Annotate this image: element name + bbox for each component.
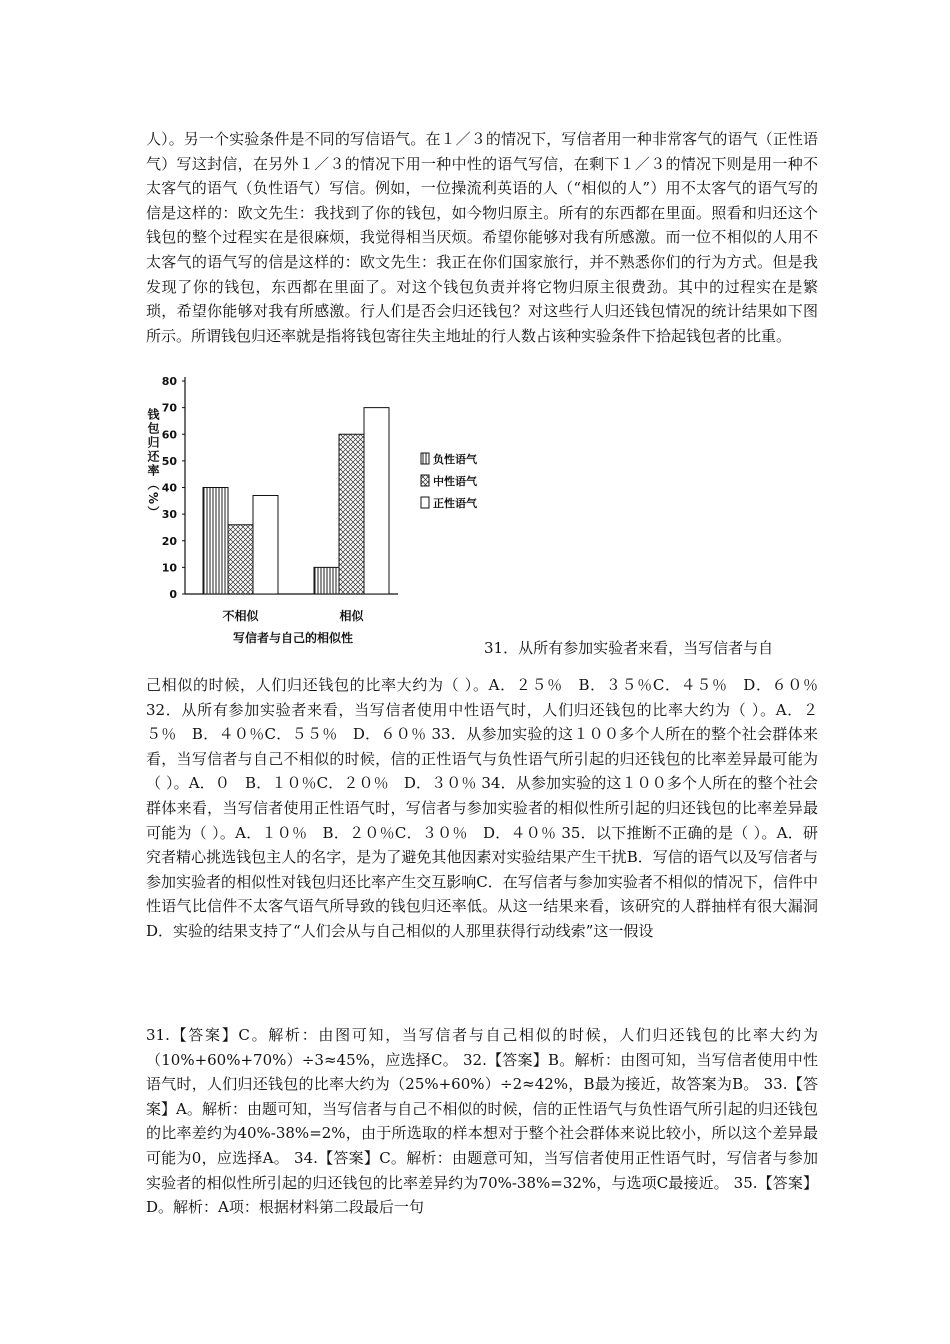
y-tick-label: 30 xyxy=(161,508,177,522)
y-tick-label: 70 xyxy=(161,401,177,415)
legend-label: 负性语气 xyxy=(433,453,477,466)
legend-swatch xyxy=(421,475,429,486)
intro-paragraph: 人）。另一个实验条件是不同的写信语气。在１／３的情况下，写信者用一种非常客气的语气（正性语气）写这封信，在另外１／３的情况下用一种中性的语气写信，在剩下１／３的情况下则是用一种不太客气的语气（负性语气）写信。例如，一位操流利英语的人（“相似的人”）用不太客气的语气写的信是这样的：欧文先生：我找到了你的钱包，如今物归原主。所有的东西都在里面。照看和归还这个钱包的整个过程实在是很麻烦，我觉得相当厌烦。希望你能够对我有所感激。而一位不相似的人用不太客气的语气写的信是这样的：欧文先生：我正在你们国家旅行，并不熟悉你们的行为方式。但是我发现了你的钱包，东西都在里面了。对这个钱包负责并将它物归原主很费劲。其中的过程实在是繁琐，希望你能够对我有所感激。行人们是否会归还钱包？对这些行人归还钱包情况的统计结果如下图所示。所谓钱包归还率就是指将钱包寄往失主地址的行人数占该种实验条件下拾起钱包者的比重。 xyxy=(146,130,818,345)
bar-0-0 xyxy=(203,488,228,595)
answers-paragraph: 31.【答案】C。解析：由图可知，当写信者与自己相似的时候，人们归还钱包的比率大约为（10%+60%+70%）÷3≈45%，应选择C。 32.【答案】B。解析：由图可知，当写信者使用中性语气时，人们归还钱包的比率大约为（25%+60%）÷2≈42%，B最为接近，故答案为B。 33.【答案】A。解析：由题可知，当写信者与自己不相似的时候，信的正性语气与负性语气所引起的归还钱包的比率差约为40%-38%=2%，由于所选取的样本想对于整个社会群体来说比较小，所以这个差异最可能为0，应选择A。 34.【答案】C。解析：由题意可知，当写信者使用正性语气时，写信者与参加实验者的相似性所引起的归还钱包的比率差异约为70%-38%=32%，与选项C最接近。 35.【答案】D。解析：A项：根据材料第二段最后一句 xyxy=(146,1026,818,1217)
y-tick-label: 80 xyxy=(161,375,177,388)
y-tick-label: 10 xyxy=(161,561,177,575)
bar-0-2 xyxy=(253,495,278,594)
questions-paragraph: 己相似的时候，人们归还钱包的比率大约为（ ）。A．２５％ B．３５％C．４５％ D．６０％ 32．从所有参加实验者来看，当写信者使用中性语气时，人们归还钱包的比率大约为（ ）。A．２５％ B．４０％C．５５％ D．６０％ 33．从参加实验的这１００多个人所在的整个社会群体来看，当写信者与自己不相似的时候，信的正性语气与负性语气所引起的归还钱包的比率差异最可能为（ ）。A．０ B．１０％C．２０％ D．３０％ 34．从参加实验的这１００多个人所在的整个社会群体来看，当写信者使用正性语气时，写信者与参加实验者的相似性所引起的归还钱包的比率差异最可能为（ ）。A．１０％ B．２０％C．３０％ D．４０％ 35．以下推断不正确的是（ ）。A．研究者精心挑选钱包主人的名字，是为了避免其他因素对实验结果产生干扰B．写信的语气以及写信者与参加实验者的相似性对钱包归还比率产生交互影响C．在写信者与参加实验者不相似的情况下，信件中性语气比信件不太客气语气所导致的钱包归还率低。从这一结果来看，该研究的人群抽样有很大漏洞D．实验的结果支持了“人们会从与自己相似的人那里获得行动线索”这一假设 xyxy=(146,676,818,940)
legend-label: 中性语气 xyxy=(433,475,477,488)
y-tick-label: 60 xyxy=(161,428,177,442)
bar-1-1 xyxy=(339,434,364,594)
y-tick-label: 20 xyxy=(161,534,177,548)
y-tick-label: 0 xyxy=(169,588,177,601)
bar-1-0 xyxy=(314,567,339,594)
legend-swatch xyxy=(421,497,429,508)
x-tick-label: 不相似 xyxy=(222,609,259,623)
x-axis-label: 写信者与自己的相似性 xyxy=(232,631,354,645)
chart-svg xyxy=(143,372,483,662)
bar-0-1 xyxy=(228,525,253,594)
y-axis-label: 钱包归还率（%） xyxy=(146,408,160,521)
wallet-return-chart xyxy=(143,372,483,662)
y-tick-label: 50 xyxy=(161,454,177,468)
legend-swatch xyxy=(421,453,429,464)
x-tick-label: 相似 xyxy=(339,609,364,623)
bar-1-2 xyxy=(364,408,389,594)
legend-label: 正性语气 xyxy=(433,497,477,510)
question-31-lead: 31．从所有参加实验者来看，当写信者与自 xyxy=(484,639,774,657)
y-tick-label: 40 xyxy=(161,481,177,495)
